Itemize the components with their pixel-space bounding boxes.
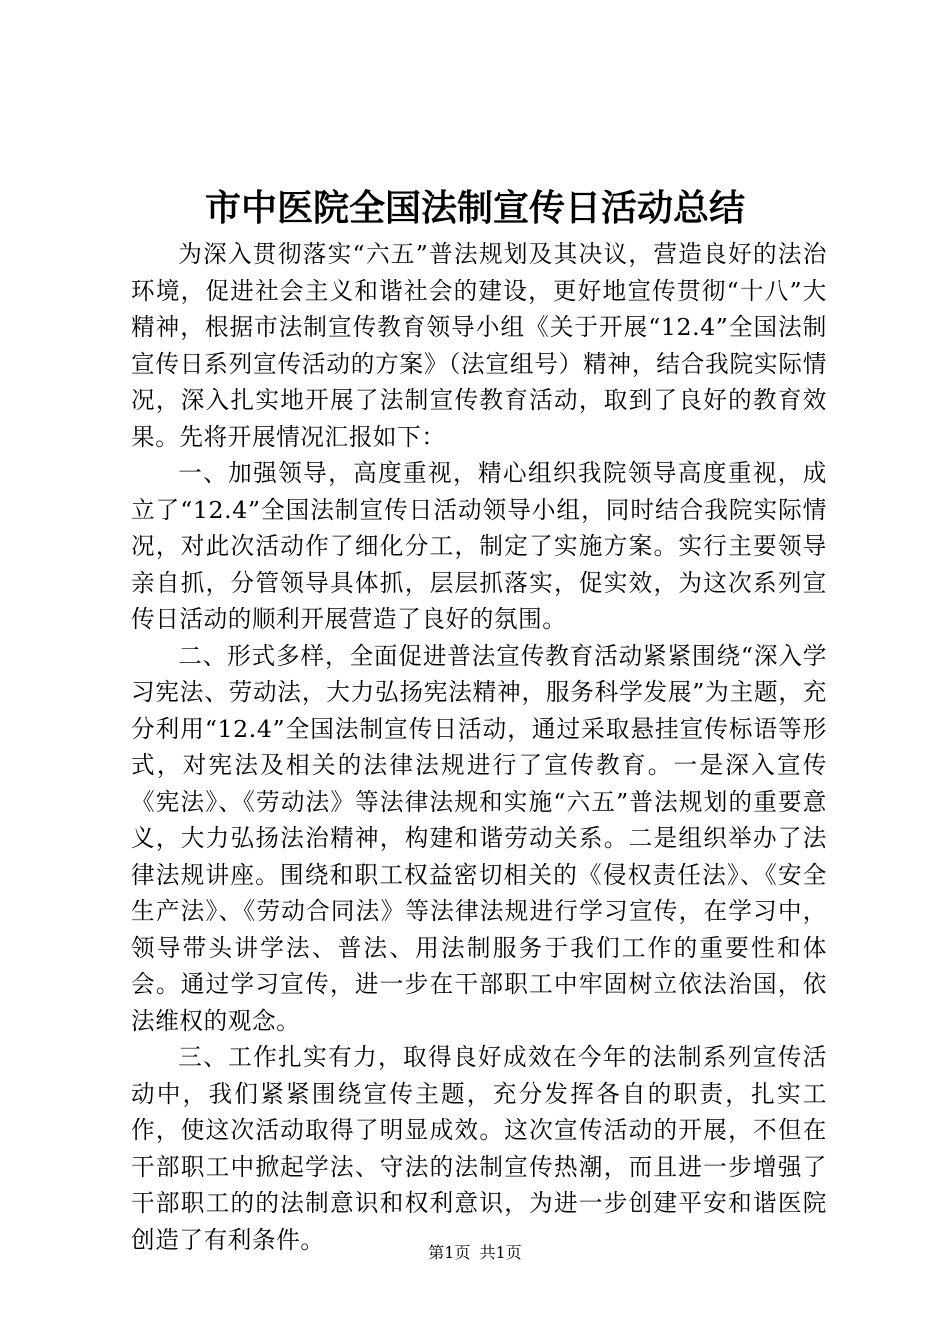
paragraph-intro: 为深入贯彻落实“六五”普法规划及其决议，营造良好的法治环境，促进社会主义和谐社会的建设，更好地宣传贯彻“十八”大精神，根据市法制宣传教育领导小组《关于开展“12.4”全国法制宣传日系列宣传活动的方案》（法宣组号）精神，结合我院实际情况，深入扎实地开展了法制宣传教育活动，取到了良好的教育效果。先将开展情况汇报如下： <box>131 240 827 451</box>
page-footer <box>0 1241 950 1265</box>
page-number-current: 第1页 <box>428 1243 471 1262</box>
document-title: 市中医院全国法制宣传日活动总结 <box>204 187 745 229</box>
document-body <box>131 236 827 1258</box>
paragraph-section-1: 一、加强领导，高度重视，精心组织我院领导高度重视，成立了“12.4”全国法制宣传日活动领导小组，同时结合我院实际情况，对此次活动作了细化分工，制定了实施方案。实行主要领导亲自抓，分管领导具体抓，层层抓落实，促实效，为这次系列宣传日活动的顺利开展营造了良好的氛围。 <box>131 459 827 633</box>
paragraph-section-3: 三、工作扎实有力，取得良好成效在今年的法制系列宣传活动中，我们紧紧围绕宣传主题，充分发挥各自的职责，扎实工作，使这次活动取得了明显成效。这次宣传活动的开展，不但在干部职工中掀起学法、守法的法制宣传热潮，而且进一步增强了干部职工的的法制意识和权利意识，为进一步创建平安和谐医院创造了有利条件。 <box>131 1043 827 1254</box>
paragraph-section-2: 二、形式多样，全面促进普法宣传教育活动紧紧围绕“深入学习宪法、劳动法，大力弘扬宪法精神，服务科学发展”为主题，充分利用“12.4”全国法制宣传日活动，通过采取悬挂宣传标语等形式，对宪法及相关的法律法规进行了宣传教育。一是深入宣传《宪法》、《劳动法》等法律法规和实施“六五”普法规划的重要意义，大力弘扬法治精神，构建和谐劳动关系。二是组织举办了法律法规讲座。围绕和职工权益密切相关的《侵权责任法》、《安全生产法》、《劳动合同法》等法律法规进行学习宣传，在学习中，领导带头讲学法、普法、用法制服务于我们工作的重要性和体会。通过学习宣传，进一步在干部职工中牢固树立依法治国，依法维权的观念。 <box>131 641 827 1035</box>
page-number-total: 共1页 <box>479 1243 522 1262</box>
